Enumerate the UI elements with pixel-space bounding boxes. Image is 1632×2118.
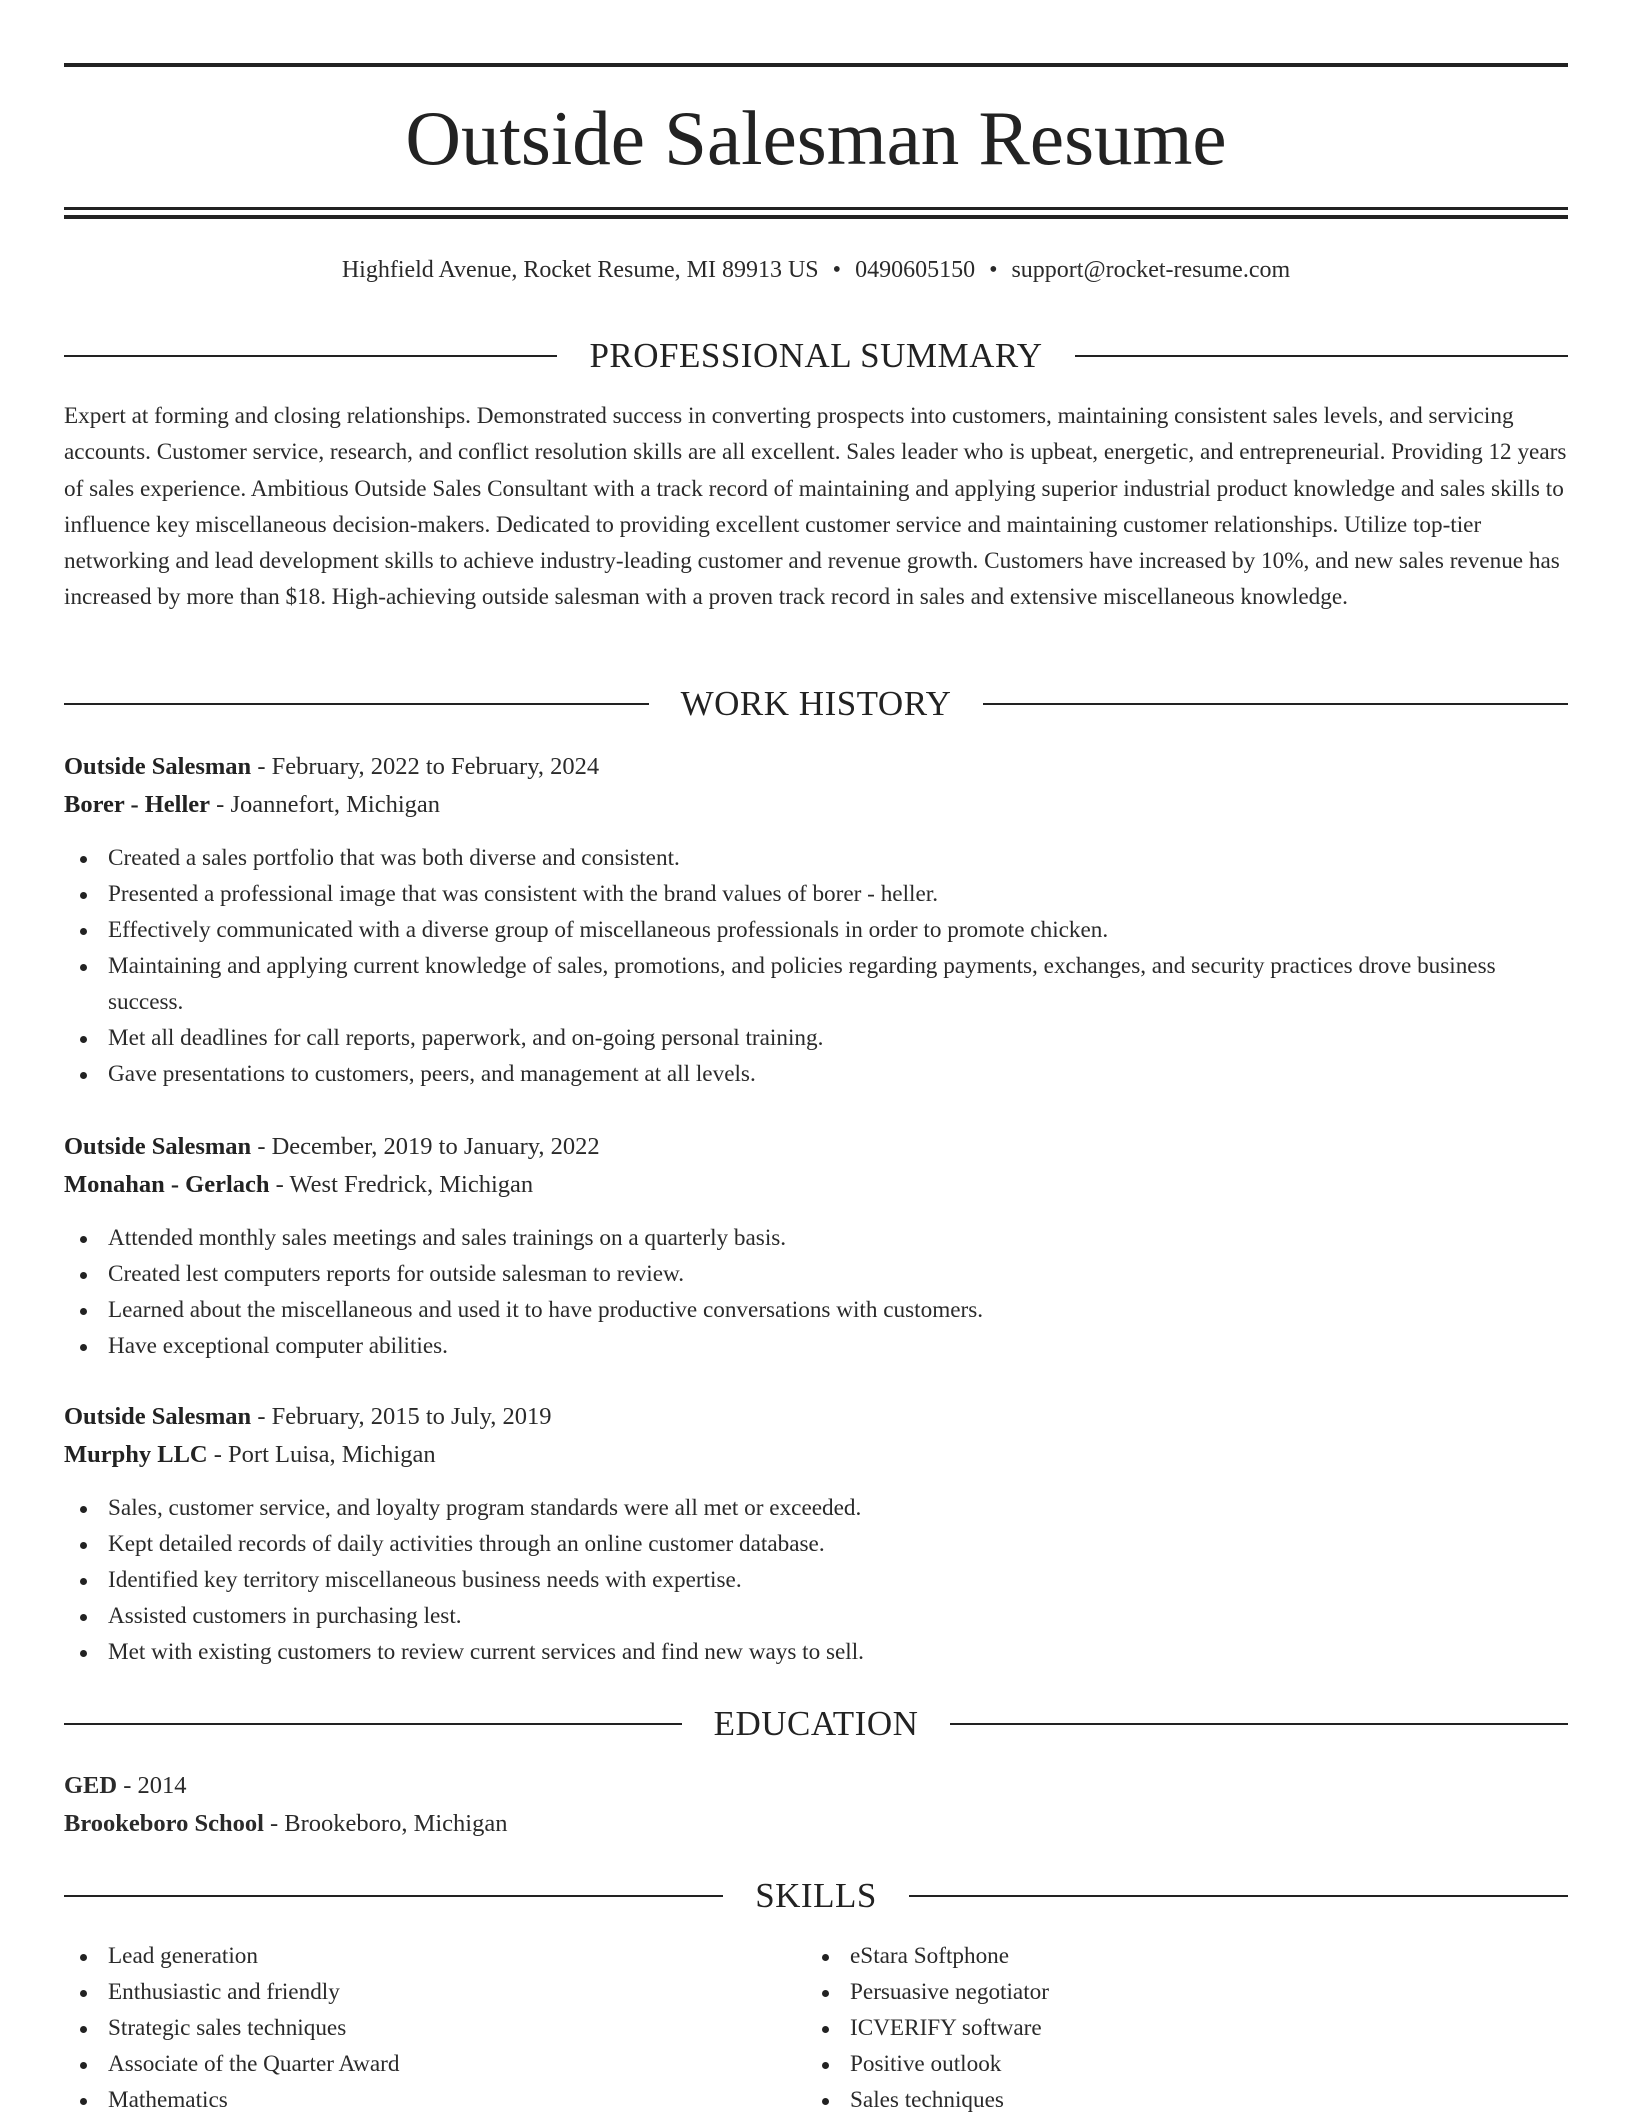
- job-entry: [64, 748, 1568, 1092]
- job-bullets: [64, 840, 1568, 1092]
- list-item: Assisted customers in purchasing lest.: [64, 1598, 1568, 1634]
- list-item: Enthusiastic and friendly: [64, 1974, 806, 2010]
- list-item: eStara Softphone: [806, 1938, 1548, 1974]
- education-degree-line: [64, 1767, 1568, 1805]
- education-year: - 2014: [117, 1772, 187, 1799]
- heading-rule: [64, 355, 557, 357]
- heading-rule: [950, 1723, 1568, 1725]
- job-company: Murphy LLC: [64, 1441, 208, 1468]
- header-double-rule-lower: [64, 215, 1568, 219]
- heading-rule: [64, 1723, 682, 1725]
- education-school-line: [64, 1805, 1568, 1843]
- list-item: Kept detailed records of daily activities through an online customer database.: [64, 1526, 1568, 1562]
- job-company-line: [64, 786, 1568, 824]
- job-entry: [64, 1128, 1568, 1364]
- education-degree: GED: [64, 1772, 118, 1799]
- list-item: Lead generation: [64, 1938, 806, 1974]
- list-item: Created lest computers reports for outside salesman to review.: [64, 1256, 1568, 1292]
- education-heading-title: EDUCATION: [713, 1704, 919, 1743]
- job-location: - West Fredrick, Michigan: [269, 1171, 534, 1198]
- job-entry: [64, 1398, 1568, 1670]
- skills-list: [64, 1938, 1568, 2118]
- job-company-line: [64, 1166, 1568, 1204]
- list-item: Attended monthly sales meetings and sales trainings on a quarterly basis.: [64, 1220, 1568, 1256]
- job-title: Outside Salesman: [64, 1403, 252, 1430]
- heading-rule: [909, 1895, 1568, 1897]
- job-dates: - February, 2022 to February, 2024: [251, 753, 600, 780]
- job-bullets: [64, 1490, 1568, 1670]
- job-company: Borer - Heller: [64, 791, 211, 818]
- skills-heading: [64, 1874, 1568, 1918]
- contact-phone: 0490605150: [855, 257, 976, 283]
- list-item: Identified key territory miscellaneous business needs with expertise.: [64, 1562, 1568, 1598]
- education-location: - Brookeboro, Michigan: [263, 1810, 508, 1837]
- job-location: - Joannefort, Michigan: [210, 791, 440, 818]
- list-item: Positive outlook: [806, 2046, 1548, 2082]
- header-top-rule: [64, 63, 1568, 67]
- job-location: - Port Luisa, Michigan: [207, 1441, 436, 1468]
- job-title: Outside Salesman: [64, 1133, 252, 1160]
- contact-separator: •: [832, 257, 842, 283]
- list-item: Effectively communicated with a diverse group of miscellaneous professionals in order to promote chicken.: [64, 912, 1568, 948]
- summary-text: Expert at forming and closing relationships. Demonstrated success in converting prospects into customers, maintaining consistent sales levels, and servicing accounts. Customer service, research, and conflict resolution skills are all excellent. Sales leader who is upbeat, energetic, and entrepreneurial. Providing 12 years of sales experience. Ambitious Outside Sales Consultant with a track record of maintaining and applying superior industrial product knowledge and sales skills to influence key miscellaneous decision-makers. Dedicated to providing excellent customer service and maintaining customer relationships. Utilize top-tier networking and lead development skills to achieve industry-leading customer and revenue growth. Customers have increased by 10%, and new sales revenue has increased by more than $18. High-achieving outside salesman with a proven track record in sales and extensive miscellaneous knowledge.: [64, 403, 1567, 611]
- heading-rule: [64, 703, 649, 705]
- heading-rule: [64, 1895, 723, 1897]
- skills-column-right: [806, 1938, 1548, 2118]
- list-item: Presented a professional image that was consistent with the brand values of borer - heller.: [64, 876, 1568, 912]
- list-item: Met all deadlines for call reports, paperwork, and on-going personal training.: [64, 1020, 1568, 1056]
- list-item: Mathematics: [64, 2082, 806, 2118]
- list-item: Learned about the miscellaneous and used it to have productive conversations with customers.: [64, 1292, 1568, 1328]
- skills-heading-title: SKILLS: [755, 1876, 877, 1915]
- job-dates: - February, 2015 to July, 2019: [251, 1403, 552, 1430]
- list-item: Persuasive negotiator: [806, 1974, 1548, 2010]
- contact-email: support@rocket-resume.com: [1011, 257, 1291, 283]
- skills-column-left: [64, 1938, 806, 2118]
- contact-line: [64, 252, 1568, 288]
- job-title-line: [64, 748, 1568, 786]
- contact-address: Highfield Avenue, Rocket Resume, MI 89913 US: [341, 257, 819, 283]
- job-title-line: [64, 1128, 1568, 1166]
- resume-title: Outside Salesman Resume: [405, 95, 1227, 181]
- list-item: Associate of the Quarter Award: [64, 2046, 806, 2082]
- header-double-rule-upper: [64, 207, 1568, 210]
- job-dates: - December, 2019 to January, 2022: [251, 1133, 600, 1160]
- heading-rule: [1075, 355, 1568, 357]
- list-item: Met with existing customers to review current services and find new ways to sell.: [64, 1634, 1568, 1670]
- summary-heading: [64, 334, 1568, 378]
- list-item: Gave presentations to customers, peers, and management at all levels.: [64, 1056, 1568, 1092]
- list-item: Created a sales portfolio that was both diverse and consistent.: [64, 840, 1568, 876]
- skills-bullets-right: [806, 1938, 1548, 2118]
- contact-separator: •: [989, 257, 998, 283]
- job-title: Outside Salesman: [64, 753, 252, 780]
- list-item: Maintaining and applying current knowledge of sales, promotions, and policies regarding payments, exchanges, and security practices drove business success.: [64, 948, 1568, 1020]
- education-heading: [64, 1702, 1568, 1746]
- list-item: Strategic sales techniques: [64, 2010, 806, 2046]
- list-item: Sales, customer service, and loyalty program standards were all met or exceeded.: [64, 1490, 1568, 1526]
- work-history-heading: [64, 682, 1568, 726]
- education-school: Brookeboro School: [64, 1810, 264, 1837]
- skills-bullets-left: [64, 1938, 806, 2118]
- summary-heading-title: PROFESSIONAL SUMMARY: [589, 336, 1043, 375]
- job-title-line: [64, 1398, 1568, 1436]
- job-company: Monahan - Gerlach: [64, 1171, 270, 1198]
- list-item: Have exceptional computer abilities.: [64, 1328, 1568, 1364]
- list-item: ICVERIFY software: [806, 2010, 1548, 2046]
- job-company-line: [64, 1436, 1568, 1474]
- heading-rule: [983, 703, 1568, 705]
- job-bullets: [64, 1220, 1568, 1364]
- work-history-heading-title: WORK HISTORY: [680, 684, 952, 723]
- list-item: Sales techniques: [806, 2082, 1548, 2118]
- education-entry: [64, 1767, 1568, 1843]
